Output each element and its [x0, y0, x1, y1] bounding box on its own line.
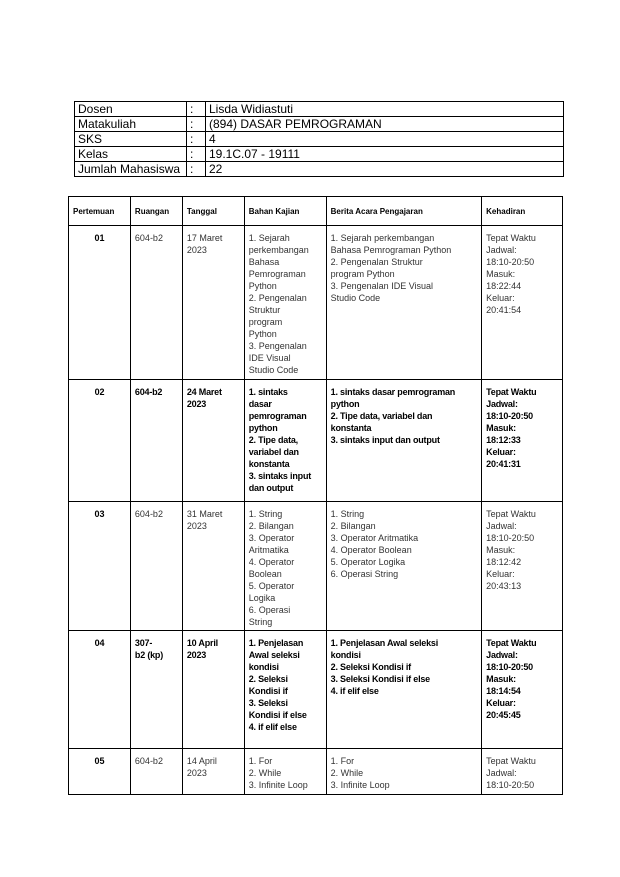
cell-line: perkembangan: [248, 245, 309, 255]
cell-line: 20:41:31: [486, 459, 521, 469]
cell-line: 20:41:54: [486, 305, 522, 315]
info-label: SKS: [75, 132, 187, 147]
tanggal-cell: [182, 226, 244, 380]
tanggal-cell: [182, 631, 244, 749]
cell-line: Logika: [248, 593, 276, 603]
kehadiran-cell: [482, 749, 563, 795]
cell-line: 3. Operator Aritmatika: [330, 533, 419, 543]
schedule-row: [69, 631, 563, 749]
cell-line: kondisi: [330, 650, 361, 660]
cell-line: Keluar:: [486, 293, 515, 303]
pertemuan-cell: 01: [69, 226, 131, 380]
cell-line: 3. Pengenalan IDE Visual: [330, 281, 434, 291]
cell-line: 1. sintaks: [248, 387, 288, 397]
cell-line: 3. Infinite Loop: [330, 780, 390, 790]
cell-line: 18:14:54: [486, 686, 521, 696]
cell-line: Keluar:: [486, 698, 516, 708]
ruangan-cell: [130, 226, 182, 380]
berita-acara-cell: [326, 631, 482, 749]
cell-line: 14 April: [186, 756, 217, 766]
pertemuan-cell: 02: [69, 380, 131, 502]
cell-line: konstanta: [330, 423, 372, 433]
schedule-row: [69, 226, 563, 380]
cell-line: Masuk:: [486, 674, 516, 684]
cell-line: Jadwal:: [486, 245, 517, 255]
cell-line: dan output: [248, 483, 294, 493]
cell-line: 3. Pengenalan: [248, 341, 307, 351]
cell-line: Tepat Waktu: [486, 387, 537, 397]
kehadiran-cell: [482, 226, 563, 380]
cell-line: 604-b2: [134, 387, 163, 397]
cell-line: Studio Code: [330, 293, 381, 303]
cell-line: 1. For: [248, 756, 273, 766]
cell-line: 2. Tipe data, variabel dan: [330, 411, 433, 421]
cell-line: 20:45:45: [486, 710, 521, 720]
cell-line: Jadwal:: [486, 768, 517, 778]
berita-acara-cell: [326, 226, 482, 380]
cell-line: Python: [248, 329, 277, 339]
schedule-row: [69, 380, 563, 502]
info-separator: :: [187, 117, 206, 132]
cell-line: 2. Seleksi Kondisi if: [330, 662, 411, 672]
cell-line: Tepat Waktu: [486, 756, 536, 766]
cell-line: 18:10-20:50: [486, 533, 535, 543]
cell-line: 10 April: [186, 638, 218, 648]
cell-line: 2. Seleksi: [248, 674, 288, 684]
header-ruangan: Ruangan: [130, 197, 182, 226]
cell-line: 3. Seleksi Kondisi if else: [330, 674, 430, 684]
cell-line: 18:10-20:50: [486, 257, 535, 267]
cell-line: 1. String: [248, 509, 283, 519]
cell-line: kondisi: [248, 662, 279, 672]
cell-line: 18:10-20:50: [486, 411, 533, 421]
cell-line: 1. Sejarah perkembangan: [330, 233, 435, 243]
bahan-kajian-cell: [244, 502, 326, 631]
cell-line: Masuk:: [486, 545, 516, 555]
cell-line: b2 (kp): [134, 650, 164, 660]
berita-acara-cell: [326, 502, 482, 631]
cell-line: String: [248, 617, 273, 627]
cell-line: 2023: [186, 768, 207, 778]
cell-line: 2. Bilangan: [330, 521, 376, 531]
cell-line: 1. sintaks dasar pemrograman: [330, 387, 456, 397]
cell-line: IDE Visual: [248, 353, 291, 363]
cell-line: Bahasa Pemrograman Python: [330, 245, 452, 255]
cell-line: 2. Tipe data,: [248, 435, 298, 445]
berita-acara-cell: [326, 380, 482, 502]
cell-line: 307-: [134, 638, 153, 648]
cell-line: Jadwal:: [486, 650, 518, 660]
header-pertemuan: Pertemuan: [69, 197, 131, 226]
tanggal-cell: [182, 502, 244, 631]
cell-line: program Python: [330, 269, 395, 279]
cell-line: 3. Operator: [248, 533, 295, 543]
cell-line: 4. if elif else: [248, 722, 297, 732]
bahan-kajian-cell: [244, 226, 326, 380]
pertemuan-cell: 04: [69, 631, 131, 749]
header-kehadiran: Kehadiran: [482, 197, 563, 226]
course-info-table: [74, 101, 564, 177]
info-value: Lisda Widiastuti: [206, 102, 564, 117]
cell-line: Awal seleksi: [248, 650, 300, 660]
cell-line: 5. Operator: [248, 581, 295, 591]
cell-line: 1. Penjelasan: [248, 638, 304, 648]
cell-line: konstanta: [248, 459, 290, 469]
cell-line: 3. Seleksi: [248, 698, 288, 708]
cell-line: 2. Pengenalan Struktur: [330, 257, 423, 267]
header-berita-acara: Berita Acara Pengajaran: [326, 197, 482, 226]
cell-line: 18:22:44: [486, 281, 522, 291]
cell-line: dasar: [248, 399, 272, 409]
cell-line: 1. Sejarah: [248, 233, 290, 243]
bahan-kajian-cell: [244, 749, 326, 795]
cell-line: 18:12:42: [486, 557, 522, 567]
cell-line: 604-b2: [134, 233, 163, 243]
cell-line: Struktur: [248, 305, 281, 315]
tanggal-cell: [182, 380, 244, 502]
cell-line: 18:10-20:50: [486, 662, 533, 672]
cell-line: Kondisi if: [248, 686, 288, 696]
cell-line: 31 Maret: [186, 509, 223, 519]
bahan-kajian-cell: [244, 631, 326, 749]
cell-line: 604-b2: [134, 509, 163, 519]
cell-line: 2023: [186, 245, 207, 255]
tanggal-cell: [182, 749, 244, 795]
cell-line: 2023: [186, 650, 207, 660]
cell-line: Pemrograman: [248, 269, 306, 279]
cell-line: 5. Operator Logika: [330, 557, 406, 567]
cell-line: 1. For: [330, 756, 355, 766]
cell-line: Jadwal:: [486, 521, 517, 531]
cell-line: Tepat Waktu: [486, 509, 536, 519]
schedule-row: [69, 749, 563, 795]
cell-line: 2023: [186, 521, 207, 531]
cell-line: 2. While: [248, 768, 282, 778]
cell-line: 20:43:13: [486, 581, 522, 591]
schedule-header-row: [69, 197, 563, 226]
cell-line: 2023: [186, 399, 207, 409]
cell-line: Keluar:: [486, 569, 515, 579]
cell-line: 6. Operasi: [248, 605, 291, 615]
cell-line: 6. Operasi String: [330, 569, 399, 579]
cell-line: 4. Operator: [248, 557, 295, 567]
info-separator: :: [187, 162, 206, 177]
ruangan-cell: [130, 502, 182, 631]
info-label: Jumlah Mahasiswa: [75, 162, 187, 177]
cell-line: Keluar:: [486, 447, 516, 457]
cell-line: 604-b2: [134, 756, 163, 766]
info-row: [75, 132, 564, 147]
header-bahan-kajian: Bahan Kajian: [244, 197, 326, 226]
info-label: Dosen: [75, 102, 187, 117]
info-value: 22: [206, 162, 564, 177]
cell-line: Python: [248, 281, 277, 291]
cell-line: 4. Operator Boolean: [330, 545, 412, 555]
info-row: [75, 102, 564, 117]
cell-line: Jadwal:: [486, 399, 518, 409]
info-row: [75, 147, 564, 162]
ruangan-cell: [130, 631, 182, 749]
cell-line: 24 Maret: [186, 387, 222, 397]
info-value: (894) DASAR PEMROGRAMAN: [206, 117, 564, 132]
berita-acara-cell: [326, 749, 482, 795]
cell-line: 3. sintaks input: [248, 471, 312, 481]
cell-line: 2. Pengenalan: [248, 293, 307, 303]
cell-line: Kondisi if else: [248, 710, 307, 720]
kehadiran-cell: [482, 631, 563, 749]
cell-line: pemrograman: [248, 411, 307, 421]
cell-line: python: [330, 399, 360, 409]
pertemuan-cell: 03: [69, 502, 131, 631]
cell-line: Masuk:: [486, 269, 516, 279]
cell-line: variabel dan: [248, 447, 299, 457]
info-row: [75, 117, 564, 132]
info-separator: :: [187, 102, 206, 117]
cell-line: 2. While: [330, 768, 364, 778]
cell-line: Bahasa: [248, 257, 280, 267]
cell-line: Tepat Waktu: [486, 233, 536, 243]
cell-line: Aritmatika: [248, 545, 289, 555]
header-tanggal: Tanggal: [182, 197, 244, 226]
info-separator: :: [187, 147, 206, 162]
cell-line: 2. Bilangan: [248, 521, 294, 531]
cell-line: 17 Maret: [186, 233, 223, 243]
cell-line: 3. Infinite Loop: [248, 780, 308, 790]
cell-line: 18:12:33: [486, 435, 521, 445]
cell-line: Studio Code: [248, 365, 299, 375]
cell-line: 4. if elif else: [330, 686, 379, 696]
info-label: Matakuliah: [75, 117, 187, 132]
ruangan-cell: [130, 749, 182, 795]
cell-line: python: [248, 423, 278, 433]
bahan-kajian-cell: [244, 380, 326, 502]
info-row: [75, 162, 564, 177]
cell-line: Masuk:: [486, 423, 516, 433]
schedule-row: [69, 502, 563, 631]
kehadiran-cell: [482, 380, 563, 502]
pertemuan-cell: 05: [69, 749, 131, 795]
cell-line: Tepat Waktu: [486, 638, 537, 648]
schedule-table: [68, 196, 563, 795]
info-separator: :: [187, 132, 206, 147]
info-value: 19.1C.07 - 19111: [206, 147, 564, 162]
cell-line: program: [248, 317, 283, 327]
kehadiran-cell: [482, 502, 563, 631]
info-label: Kelas: [75, 147, 187, 162]
cell-line: 18:10-20:50: [486, 780, 535, 790]
cell-line: Boolean: [248, 569, 282, 579]
info-value: 4: [206, 132, 564, 147]
cell-line: 1. String: [330, 509, 365, 519]
ruangan-cell: [130, 380, 182, 502]
cell-line: 3. sintaks input dan output: [330, 435, 440, 445]
cell-line: 1. Penjelasan Awal seleksi: [330, 638, 439, 648]
